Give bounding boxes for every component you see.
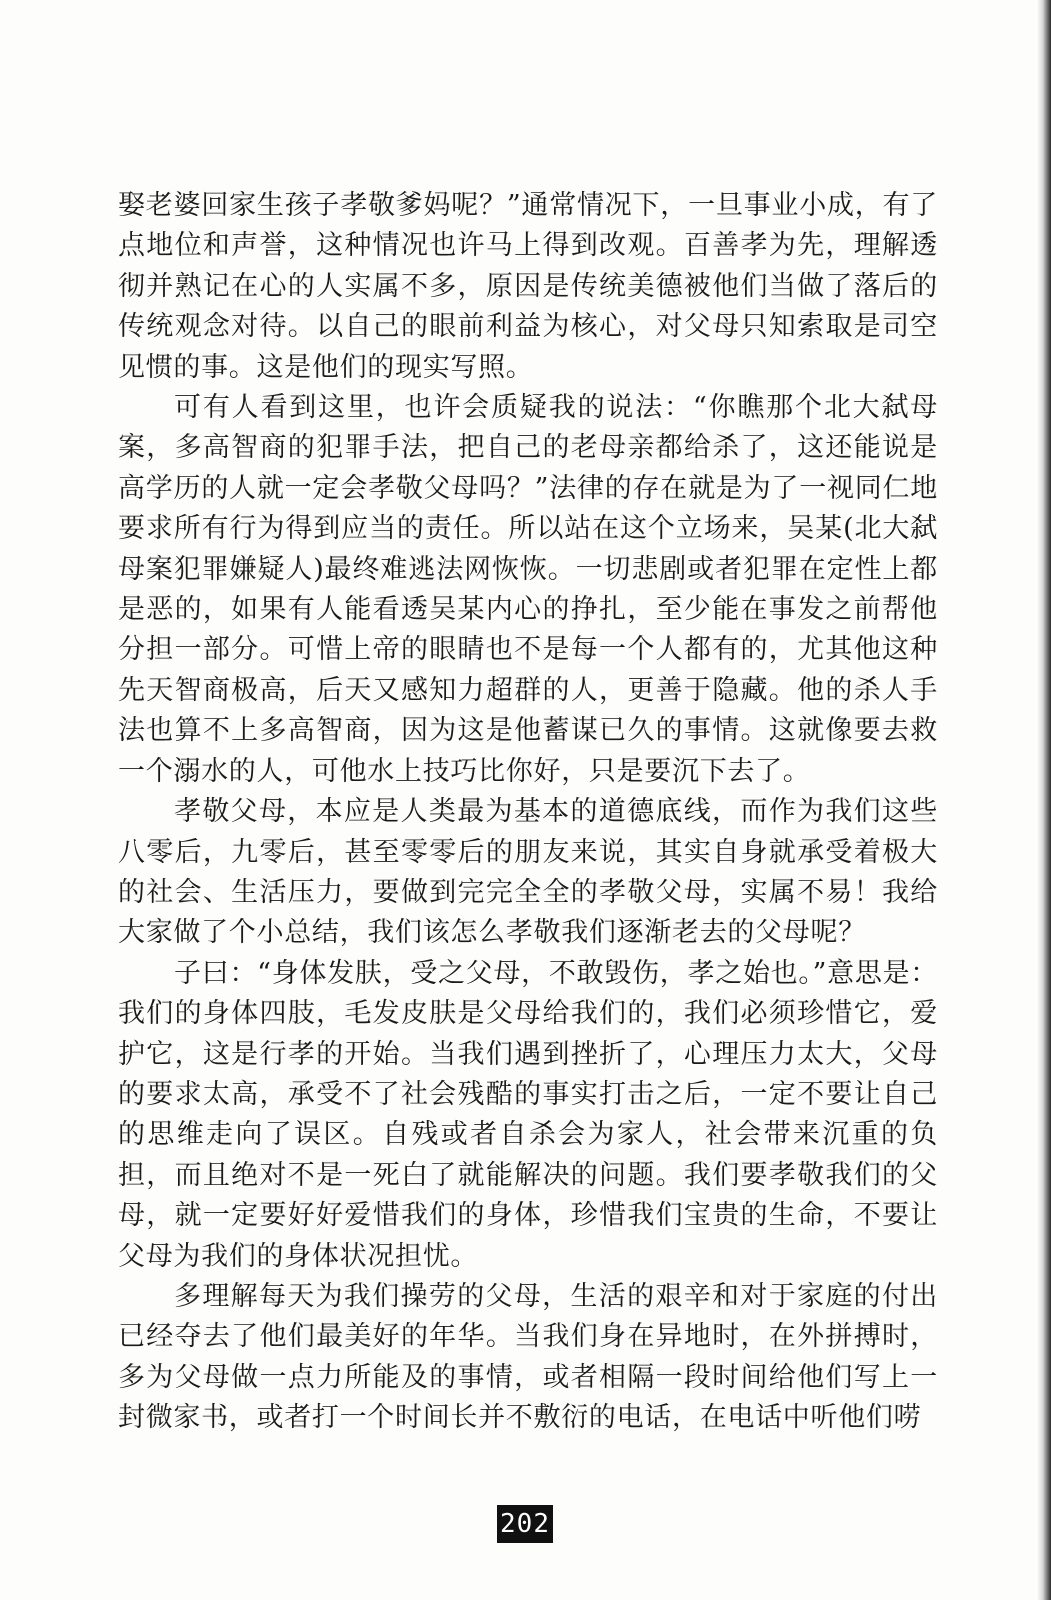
page-edge-shadow: [1037, 0, 1051, 1600]
paragraph-4: 子曰：“身体发肤，受之父母，不敢毁伤，孝之始也。”意思是：我们的身体四肢，毛发皮肤是父母给我们的，我们必须珍惜它，爱护它，这是行孝的开始。当我们遇到挫折了，心理压力太大，父母的要求太高，承受不了社会残酷的事实打击之后，一定不要让自己的思维走向了误区。自残或者自杀会为家人，社会带来沉重的负担，而且绝对不是一死白了就能解决的问题。我们要孝敬我们的父母，就一定要好好爱惜我们的身体，珍惜我们宝贵的生命，不要让父母为我们的身体状况担忧。: [118, 957, 938, 1272]
paragraph-3: 孝敬父母，本应是人类最为基本的道德底线，而作为我们这些八零后，九零后，甚至零零后的朋友来说，其实自身就承受着极大的社会、生活压力，要做到完完全全的孝敬父母，实属不易！我给大家做了个小总结，我们该怎么孝敬我们逐渐老去的父母呢？: [118, 796, 938, 949]
paragraph-5: 多理解每天为我们操劳的父母，生活的艰辛和对于家庭的付出已经夺去了他们最美好的年华。当我们身在异地时，在外拼搏时，多为父母做一点力所能及的事情，或者相隔一段时间给他们写上一封微家书，或者打一个时间长并不敷衍的电话，在电话中听他们唠: [118, 1280, 938, 1434]
page-number: 202: [497, 1505, 553, 1543]
paragraph-2: 可有人看到这里，也许会质疑我的说法：“你瞧那个北大弑母案，多高智商的犯罪手法，把自己的老母亲都给杀了，这还能说是高学历的人就一定会孝敬父母吗？”法律的存在就是为了一视同仁地要求所有行为得到应当的责任。所以站在这个立场来，吴某(北大弑母案犯罪嫌疑人)最终难逃法网恢恢。一切悲剧或者犯罪在定性上都是恶的，如果有人能看透吴某内心的挣扎，至少能在事发之前帮他分担一部分。可惜上帝的眼睛也不是每一个人都有的，尤其他这种先天智商极高，后天又感知力超群的人，更善于隐藏。他的杀人手法也算不上多高智商，因为这是他蓄谋已久的事情。这就像要去救一个溺水的人，可他水上技巧比你好，只是要沉下去了。: [118, 392, 938, 787]
body-text: [118, 186, 938, 1439]
paragraph-1: 娶老婆回家生孩子孝敬爹妈呢？”通常情况下，一旦事业小成，有了点地位和声誉，这种情况也许马上得到改观。百善孝为先，理解透彻并熟记在心的人实属不多，原因是传统美德被他们当做了落后的传统观念对待。以自己的眼前利益为核心，对父母只知索取是司空见惯的事。这是他们的现实写照。: [118, 190, 938, 383]
